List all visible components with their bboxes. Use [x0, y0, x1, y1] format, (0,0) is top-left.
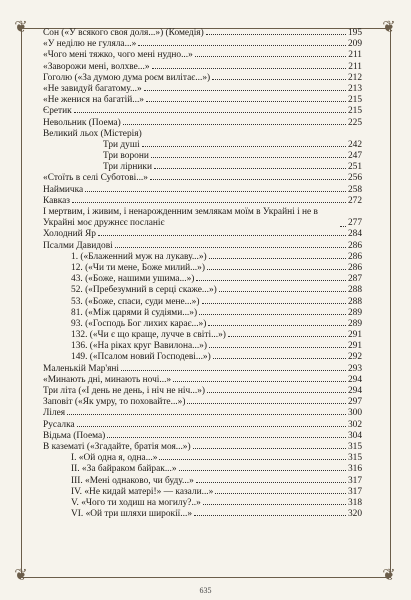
toc-entry	[43, 241, 362, 252]
toc-entry-page: 286	[347, 262, 362, 273]
toc-entry	[43, 442, 362, 453]
toc-entry-page: 294	[347, 386, 362, 397]
toc-entry-title: Сон («У всякого своя доля...») (Комедія)	[43, 28, 204, 38]
toc-entry-page: 284	[347, 229, 362, 240]
toc-entry-page: 286	[347, 240, 362, 251]
toc-entry	[43, 185, 362, 196]
toc-entry	[43, 408, 362, 419]
toc-entry	[43, 252, 362, 263]
toc-entry	[43, 397, 362, 408]
toc-entry	[43, 498, 362, 509]
toc-entry-title: «Стоїть в селі Суботові...»	[43, 173, 148, 184]
dot-leader	[77, 426, 346, 427]
dot-leader	[209, 347, 346, 348]
dot-leader	[173, 381, 346, 382]
dot-leader	[212, 79, 346, 80]
toc-entry	[43, 330, 362, 341]
dot-leader	[194, 515, 346, 516]
toc-entry-title: 136. («На ріках круг Вавилона...»)	[71, 341, 207, 352]
toc-entry	[43, 297, 362, 308]
toc-entry-page: 317	[347, 475, 362, 486]
toc-entry	[43, 118, 362, 129]
toc-entry-title: «Минають дні, минають ночі...»	[43, 374, 172, 385]
toc-entry-title: Маленькій Мар'яні	[43, 363, 120, 374]
table-of-contents	[43, 28, 362, 520]
toc-entry	[43, 386, 362, 397]
toc-entry-page: 225	[347, 117, 362, 128]
toc-entry-title: «Заворожи мені, волхве...»	[43, 61, 150, 72]
toc-entry-title: 81. («Між царями й судіями...»)	[71, 307, 198, 318]
toc-entry-page: 242	[347, 139, 362, 150]
toc-entry-title: Холодний Яр	[43, 229, 96, 240]
toc-entry-title: «Не завидуй багатому...»	[43, 83, 142, 94]
dot-leader	[179, 470, 346, 471]
toc-entry-page: 211	[348, 61, 362, 72]
toc-entry	[43, 431, 362, 442]
dot-leader	[209, 258, 346, 259]
dot-leader	[199, 314, 346, 315]
dot-leader	[159, 459, 346, 460]
toc-entry-page: 291	[347, 330, 362, 341]
toc-entry-title: V. «Чого ти ходиш на могилу?..»	[71, 497, 201, 508]
dot-leader	[187, 403, 345, 404]
toc-entry	[43, 95, 362, 106]
toc-entry-page: 315	[347, 453, 362, 464]
toc-entry	[43, 375, 362, 386]
toc-entry-title: «Не женися на багатій...»	[43, 95, 144, 106]
toc-entry	[43, 62, 362, 73]
toc-entry	[43, 263, 362, 274]
dot-leader	[72, 202, 346, 203]
dot-leader	[67, 414, 346, 415]
dot-leader	[142, 146, 346, 147]
toc-entry-page: 289	[347, 318, 362, 329]
dot-leader	[85, 191, 346, 192]
toc-entry-title: 93. («Господь Бог лихих карає...»)	[71, 318, 207, 329]
toc-entry	[43, 151, 362, 162]
dot-leader	[207, 269, 346, 270]
toc-entry-title: В казематі («Згадайте, братія моя...»)	[43, 441, 191, 452]
toc-entry-page: 297	[347, 397, 362, 408]
dot-leader	[144, 90, 346, 91]
toc-entry	[43, 274, 362, 285]
toc-entry-page: 288	[347, 296, 362, 307]
dot-leader	[152, 68, 347, 69]
dot-leader	[215, 493, 346, 494]
toc-entry-title: Кавказ	[43, 195, 70, 206]
toc-entry-page: 318	[347, 497, 362, 508]
toc-entry	[43, 285, 362, 296]
toc-entry	[43, 39, 362, 50]
toc-entry-page: 289	[347, 307, 362, 318]
toc-entry-page: 272	[347, 195, 362, 206]
toc-entry	[43, 196, 362, 207]
toc-entry-title: Заповіт («Як умру, то поховайте...»)	[43, 397, 186, 408]
toc-entry-title: 132. («Чи є що краще, лучче в світі...»)	[71, 330, 226, 341]
toc-entry-title: Єретик	[43, 106, 72, 117]
toc-entry-title: Три ворони	[103, 151, 149, 162]
dot-leader	[150, 179, 346, 180]
toc-entry	[43, 476, 362, 487]
dot-leader	[196, 280, 346, 281]
dot-leader	[193, 448, 346, 449]
dot-leader	[74, 112, 346, 113]
toc-entry-page: 256	[347, 173, 362, 184]
toc-entry	[43, 420, 362, 431]
dot-leader	[98, 235, 346, 236]
dot-leader	[213, 358, 346, 359]
dot-leader	[138, 45, 346, 46]
dot-leader	[228, 336, 346, 337]
toc-entry	[43, 207, 362, 229]
dot-leader	[196, 482, 346, 483]
toc-entry-page: 287	[347, 274, 362, 285]
toc-entry-title: Русалка	[43, 419, 75, 430]
toc-entry-title: Гоголю («За думою дума роєм вилітає...»)	[43, 72, 211, 83]
toc-entry-title: III. «Мені однаково, чи буду...»	[71, 475, 194, 486]
toc-entry-title: 53. («Боже, спаси, суди мене...»)	[71, 296, 200, 307]
toc-entry-title: 149. («Псалом новий Господеві...»)	[71, 352, 211, 363]
dot-leader	[195, 56, 346, 57]
toc-entry-page: 304	[347, 430, 362, 441]
toc-entry-title: Псалми Давидові	[43, 240, 113, 251]
corner-ornament-icon: ❦	[382, 19, 396, 36]
toc-entry	[43, 28, 362, 39]
toc-entry	[43, 50, 362, 61]
toc-entry	[43, 341, 362, 352]
toc-entry-title: II. «За байраком байрак...»	[71, 464, 177, 475]
toc-entry-title: 43. («Боже, нашими ушима...»)	[71, 274, 195, 285]
dot-leader	[107, 437, 346, 438]
toc-entry	[43, 129, 362, 140]
toc-entry-page: 317	[347, 486, 362, 497]
toc-entry	[43, 308, 362, 319]
dot-leader	[151, 157, 346, 158]
dot-leader	[146, 101, 346, 102]
toc-entry	[43, 319, 362, 330]
toc-entry	[43, 364, 362, 375]
toc-entry	[43, 162, 362, 173]
toc-entry-title: І мертвим, і живим, і ненарожденним землякам моїм в Украйні і не в Украйні моє дружнєє посланіє	[43, 206, 318, 229]
toc-entry-page: 213	[347, 83, 362, 94]
toc-entry-page: 291	[347, 341, 362, 352]
dot-leader	[340, 226, 346, 227]
toc-entry-page: 288	[347, 285, 362, 296]
toc-entry-page: 195	[347, 28, 362, 38]
toc-entry-page: 286	[347, 251, 362, 262]
toc-entry	[43, 229, 362, 240]
toc-entry-page: 247	[347, 151, 362, 162]
toc-entry-page: 209	[347, 39, 362, 50]
dot-leader	[115, 247, 346, 248]
toc-entry-title: «У неділю не гуляла...»	[43, 39, 137, 50]
toc-entry-title: VI. «Ой три шляхи широкії...»	[71, 509, 193, 520]
toc-entry-page: 211	[348, 50, 362, 61]
toc-entry-page: 293	[347, 363, 362, 374]
corner-ornament-icon: ❦	[14, 567, 28, 584]
toc-entry	[43, 453, 362, 464]
toc-entry-title: I. «Ой одна я, одна...»	[71, 453, 158, 464]
toc-entry-title: Наймичка	[43, 184, 84, 195]
toc-entry-title: Лілея	[43, 408, 66, 419]
dot-leader	[203, 504, 346, 505]
toc-entry	[43, 509, 362, 520]
toc-entry-page: 251	[347, 162, 362, 173]
toc-entry-title: Великий льох (Містерія)	[43, 128, 142, 139]
toc-entry-page: 277	[347, 218, 362, 229]
dot-leader	[207, 392, 346, 393]
toc-entry	[43, 352, 362, 363]
toc-entry-title: Невольник (Поема)	[43, 117, 121, 128]
toc-entry-title: «Чого мені тяжко, чого мені нудно...»	[43, 50, 193, 61]
toc-entry-page: 215	[347, 95, 362, 106]
corner-ornament-icon: ❦	[14, 19, 28, 36]
dot-leader	[202, 303, 346, 304]
toc-entry-page: 320	[347, 509, 362, 520]
dot-leader	[123, 124, 346, 125]
toc-entry-page: 315	[347, 441, 362, 452]
dot-leader	[154, 168, 346, 169]
dot-leader	[219, 291, 346, 292]
toc-entry	[43, 106, 362, 117]
toc-entry	[43, 464, 362, 475]
toc-entry-page: 215	[347, 106, 362, 117]
toc-entry-page: 300	[347, 408, 362, 419]
toc-entry-title: 52. («Пребезумний в серці скаже...»)	[71, 285, 217, 296]
dot-leader	[208, 325, 346, 326]
toc-entry	[43, 173, 362, 184]
toc-entry	[43, 140, 362, 151]
toc-entry-title: Три літа («І день не день, і ніч не ніч...»)	[43, 386, 206, 397]
toc-entry-title: 12. («Чи ти мене, Боже милий...»)	[71, 262, 205, 273]
toc-entry-page: 316	[347, 464, 362, 475]
toc-entry-page: 302	[347, 419, 362, 430]
dot-leader	[121, 370, 346, 371]
toc-entry-page: 294	[347, 374, 362, 385]
corner-ornament-icon: ❦	[382, 567, 396, 584]
toc-entry-page: 212	[347, 72, 362, 83]
toc-entry-title: Три душі	[103, 139, 140, 150]
toc-entry	[43, 84, 362, 95]
toc-entry-page: 258	[347, 184, 362, 195]
toc-entry-title: 1. («Блаженний муж на лукаву...»)	[71, 251, 207, 262]
toc-entry	[43, 487, 362, 498]
page-number: 635	[199, 586, 212, 595]
toc-entry-title: IV. «Не кидай матері!» — казали...»	[71, 486, 214, 497]
toc-entry-title: Відьма (Поема)	[43, 430, 106, 441]
toc-entry	[43, 73, 362, 84]
toc-entry-title: Три лірники	[103, 162, 152, 173]
dot-leader	[206, 34, 346, 35]
toc-entry-page: 292	[347, 352, 362, 363]
